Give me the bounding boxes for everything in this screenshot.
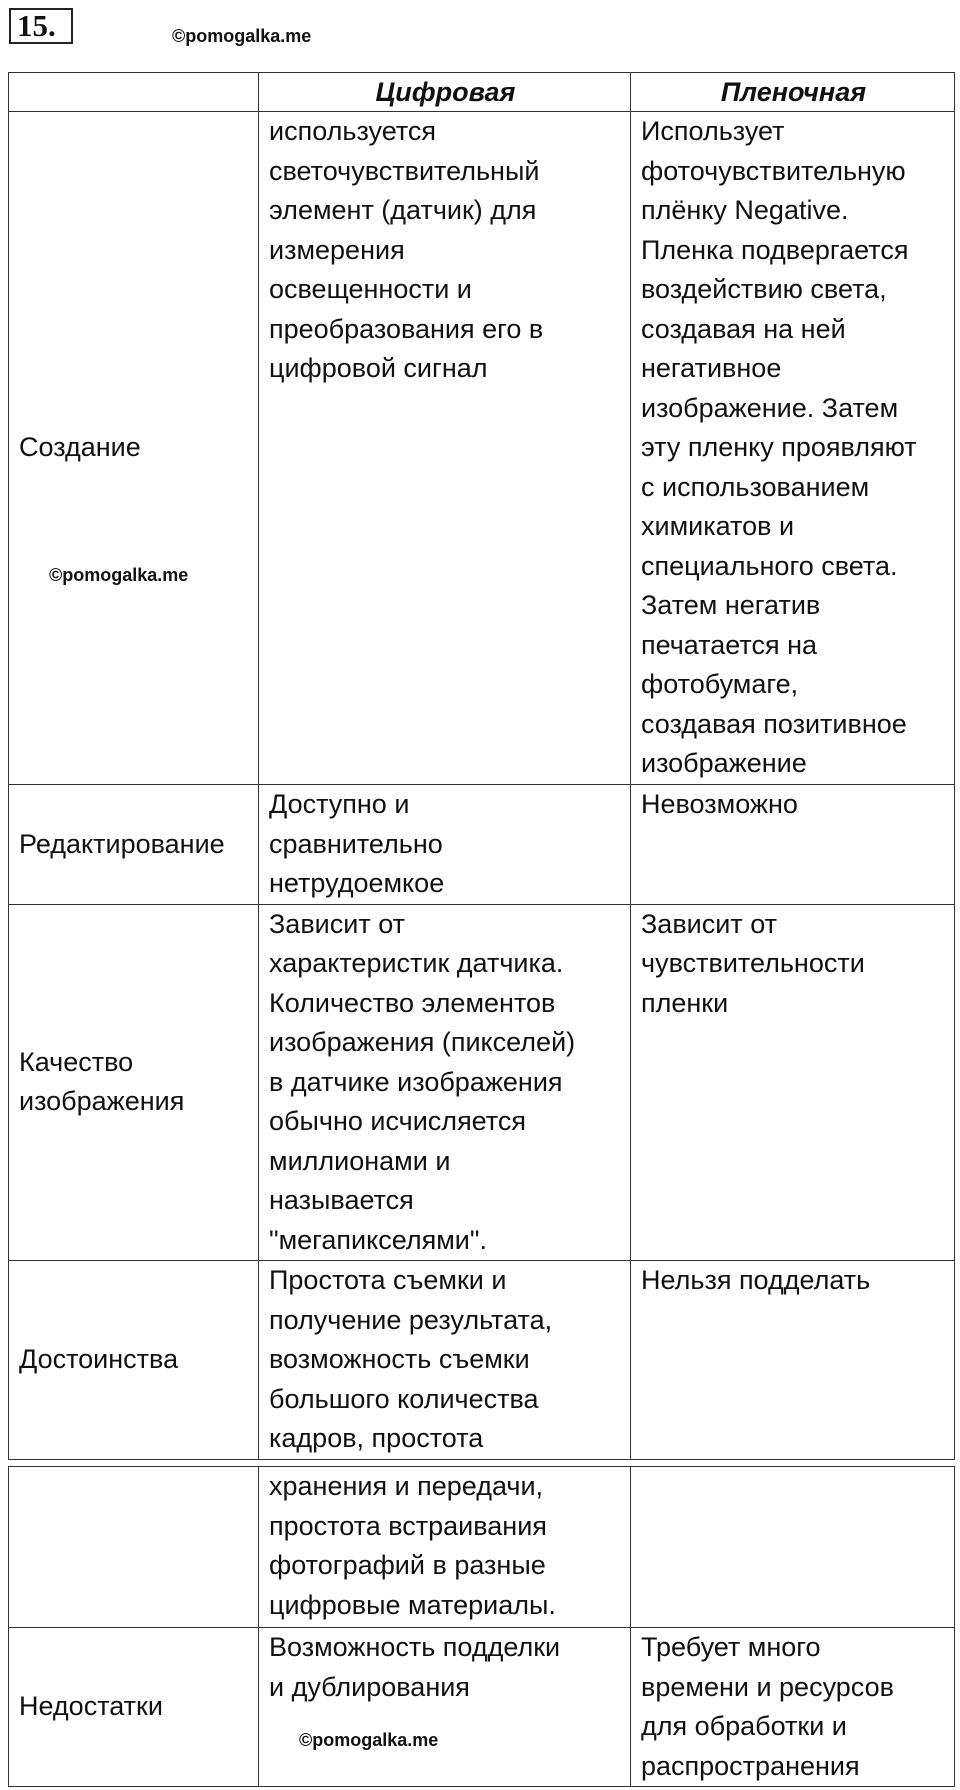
task-number: 15. <box>9 8 73 44</box>
film-cell: Невозможно <box>631 785 955 905</box>
comparison-table-continued <box>8 1466 955 1787</box>
digital-cell <box>259 1628 631 1787</box>
digital-cell: Простота съемки и получение результата, возможность съемки большого количества кадров, простота <box>259 1261 631 1460</box>
film-cell: Требует много времени и ресурсов для обработки и распространения <box>631 1628 955 1787</box>
header-digital: Цифровая <box>259 73 631 112</box>
table-row <box>9 904 955 1261</box>
header-empty <box>9 73 259 112</box>
table-row <box>9 1628 955 1787</box>
comparison-table <box>8 72 955 1460</box>
row-label: Недостатки <box>9 1628 259 1787</box>
film-cell: Нельзя подделать <box>631 1261 955 1460</box>
watermark-bottom: ©pomogalka.me <box>299 1730 439 1750</box>
table-row <box>9 1467 955 1628</box>
row-label-text: Создание <box>19 432 141 463</box>
row-label: Качество изображения <box>9 904 259 1261</box>
row-label: Достоинства <box>9 1261 259 1460</box>
row-label <box>9 1467 259 1628</box>
digital-cell: Доступно и сравнительно нетрудоемкое <box>259 785 631 905</box>
digital-cell: Зависит от характеристик датчика. Количество элементов изображения (пикселей) в датчике изображения обычно исчисляется миллионами и называется "мегапикселями". <box>259 904 631 1261</box>
table-row <box>9 112 955 785</box>
row-label <box>9 112 259 785</box>
watermark-middle: ©pomogalka.me <box>49 565 189 585</box>
digital-cell: хранения и передачи, простота встраивания фотографий в разные цифровые материалы. <box>259 1467 631 1628</box>
header-film: Пленочная <box>631 73 955 112</box>
film-cell: Использует фоточувствительную плёнку Negative. Пленка подвергается воздействию света, создавая на ней негативное изображение. Затем эту пленку проявляют с использованием химикатов и специального света. Затем негатив печатается на фотобумаге, создавая позитивное изображение <box>631 112 955 785</box>
digital-cell: используется светочувствительный элемент (датчик) для измерения освещенности и преобразования его в цифровой сигнал <box>259 112 631 785</box>
digital-cell-text: Возможность подделки и дублирования <box>269 1632 561 1702</box>
row-label: Редактирование <box>9 785 259 905</box>
table-row <box>9 1261 955 1460</box>
header-row <box>9 73 955 112</box>
table-row <box>9 785 955 905</box>
watermark-top: ©pomogalka.me <box>172 26 312 46</box>
film-cell <box>631 1467 955 1628</box>
film-cell: Зависит от чувствительности пленки <box>631 904 955 1261</box>
